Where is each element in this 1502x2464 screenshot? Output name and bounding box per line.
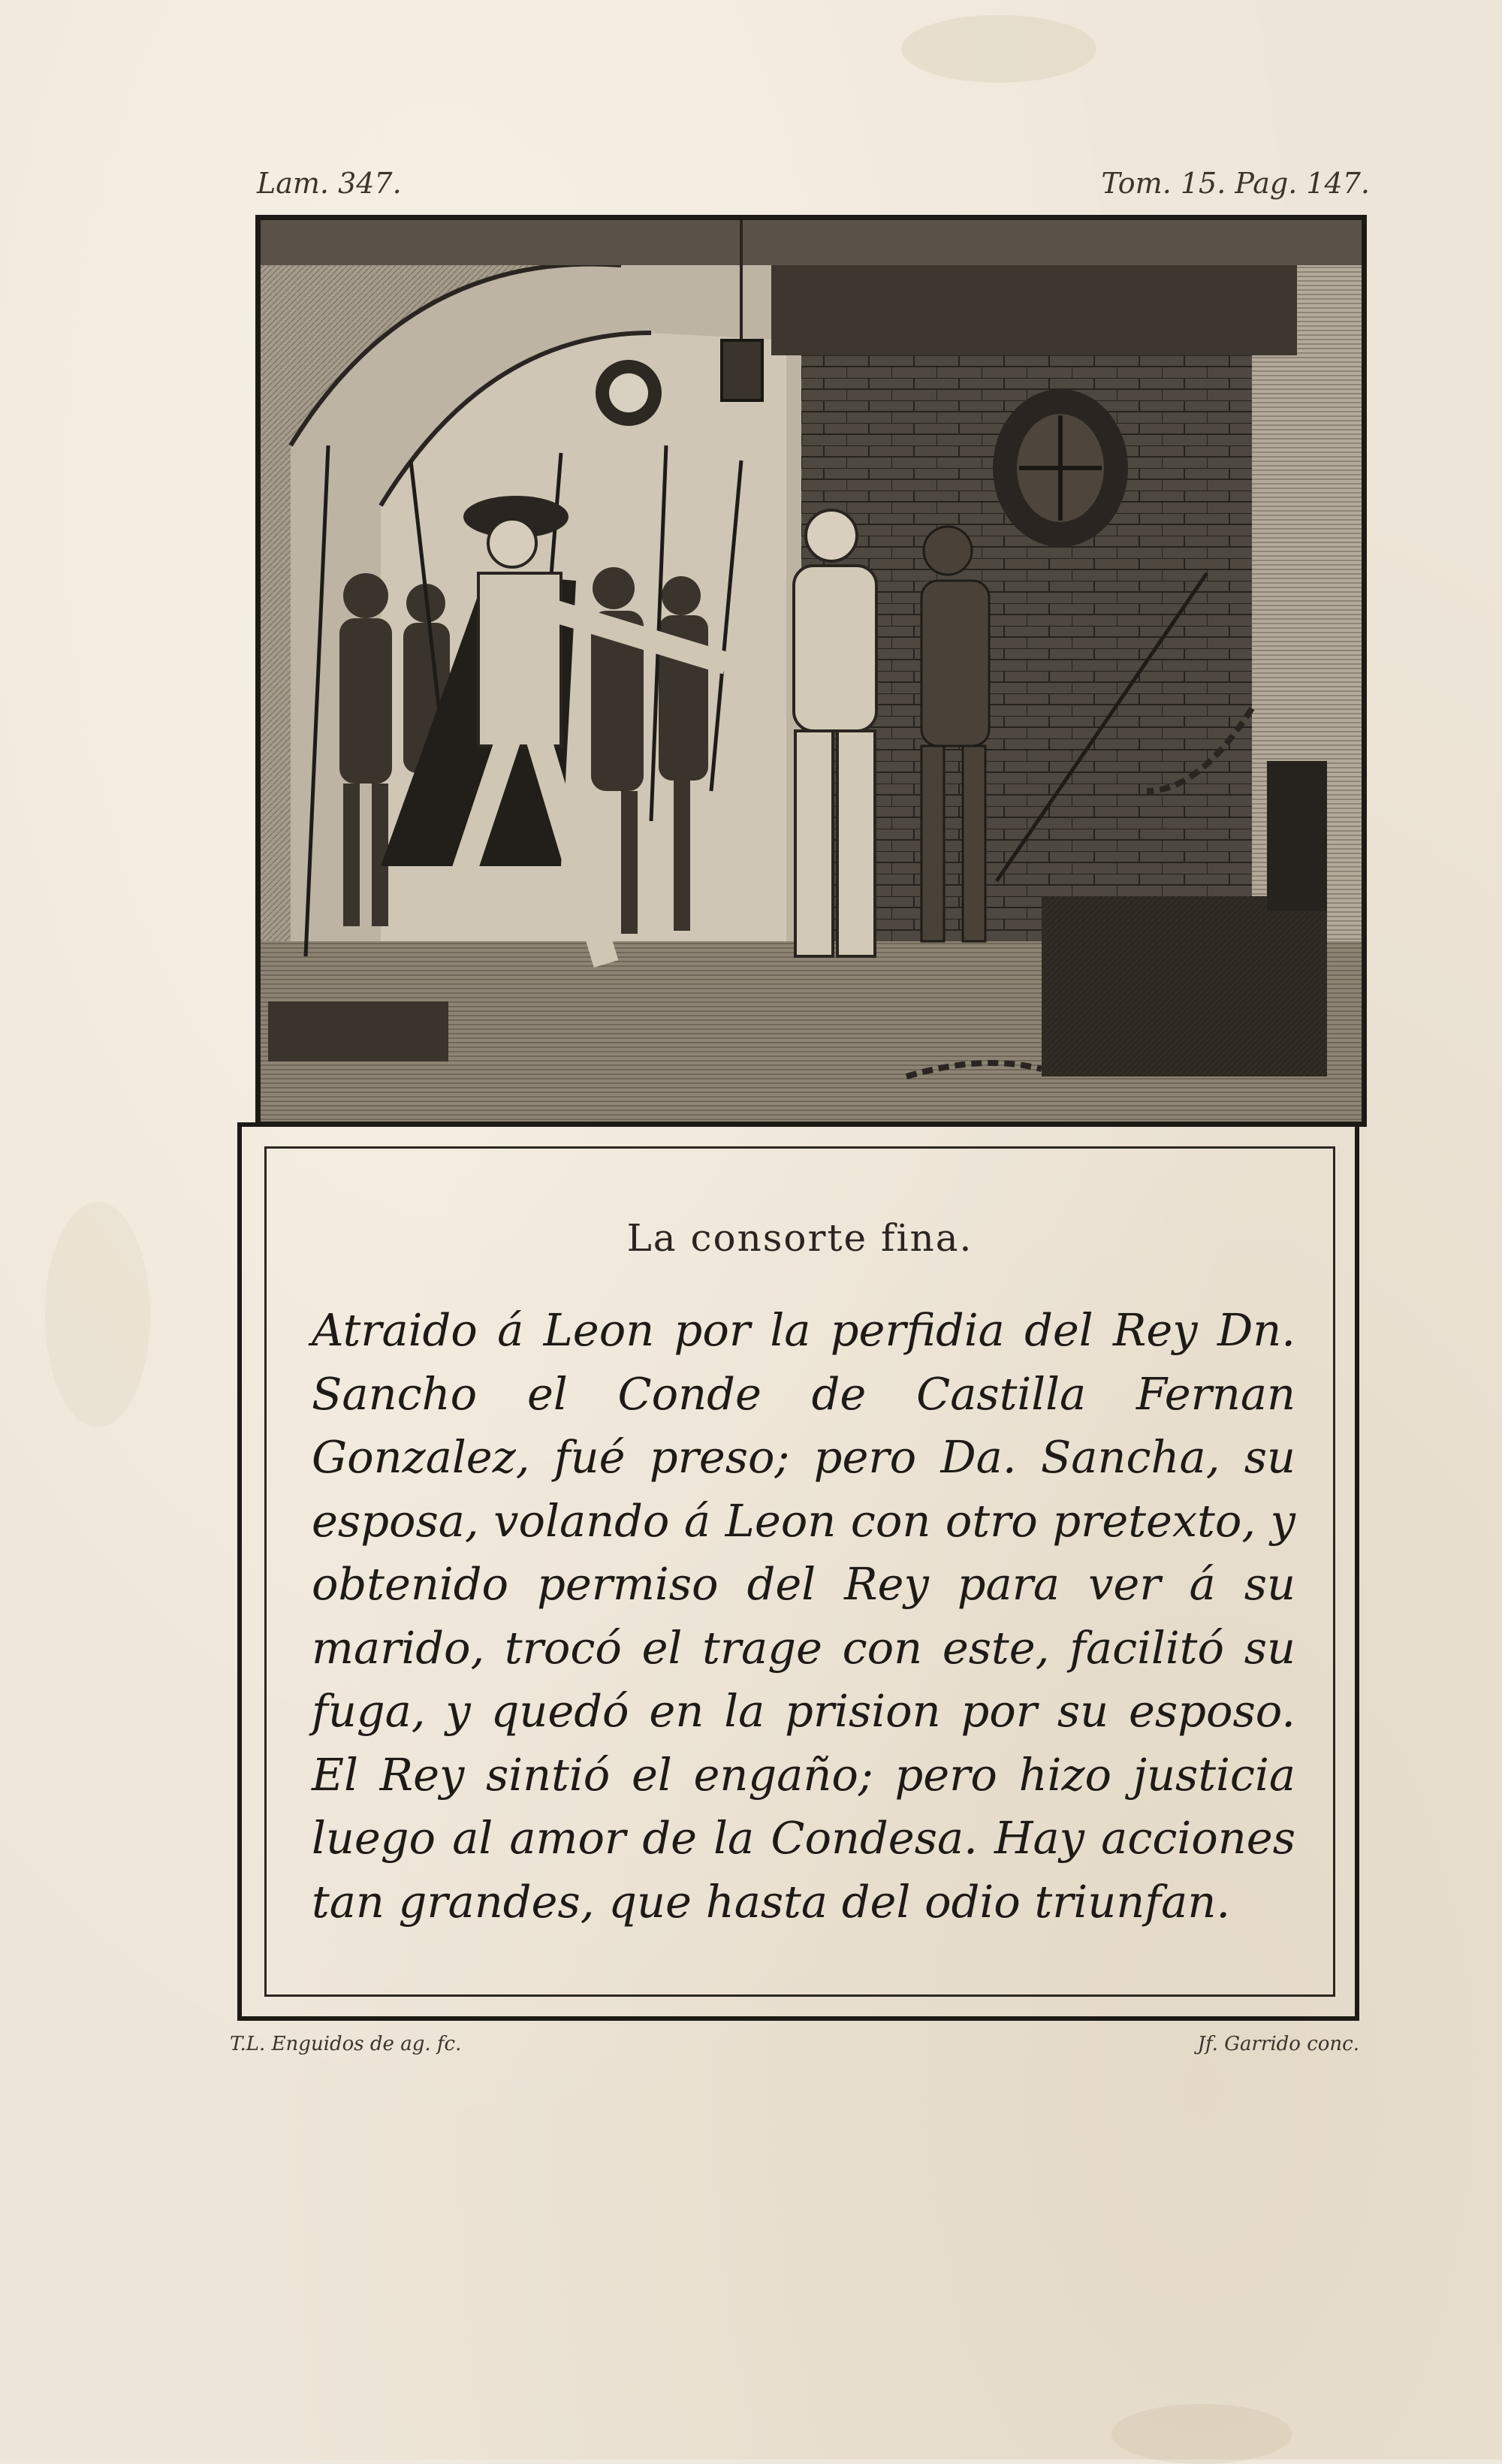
engraving-scene [261, 220, 1362, 1122]
caption-frame [237, 1122, 1359, 2021]
caption-body: Atraido á Leon por la perfidia del Rey Dn. Sancho el Conde de Castilla Fernan Gonzalez, fué preso; pero Da. Sancha, su esposa, volando á Leon con otro pretexto, y obtenido permiso del Rey para ver á su marido, trocó el trage con este, facilitó su fuga, y quedó en la prision por su esposo. El Rey sintió el engaño; pero hizo justicia luego al amor de la Condesa. Hay acciones tan grandes, que hasta del odio triunfan. [312, 1304, 1295, 1928]
engraver-credit: T.L. Enguidos de ag. fc. [230, 2033, 462, 2055]
finisher-credit: Jf. Garrido conc. [1197, 2033, 1359, 2055]
engraving-illustration [255, 215, 1367, 1127]
caption-inner-frame [264, 1146, 1335, 1997]
plate-number: Lam. 347. [257, 167, 402, 200]
volume-page-reference: Tom. 15. Pag. 147. [1101, 167, 1370, 200]
paper-stain [45, 1202, 150, 1427]
paper-stain [1111, 2404, 1292, 2464]
caption-title: La consorte fina. [626, 1216, 973, 1260]
paper-stain [901, 15, 1096, 83]
